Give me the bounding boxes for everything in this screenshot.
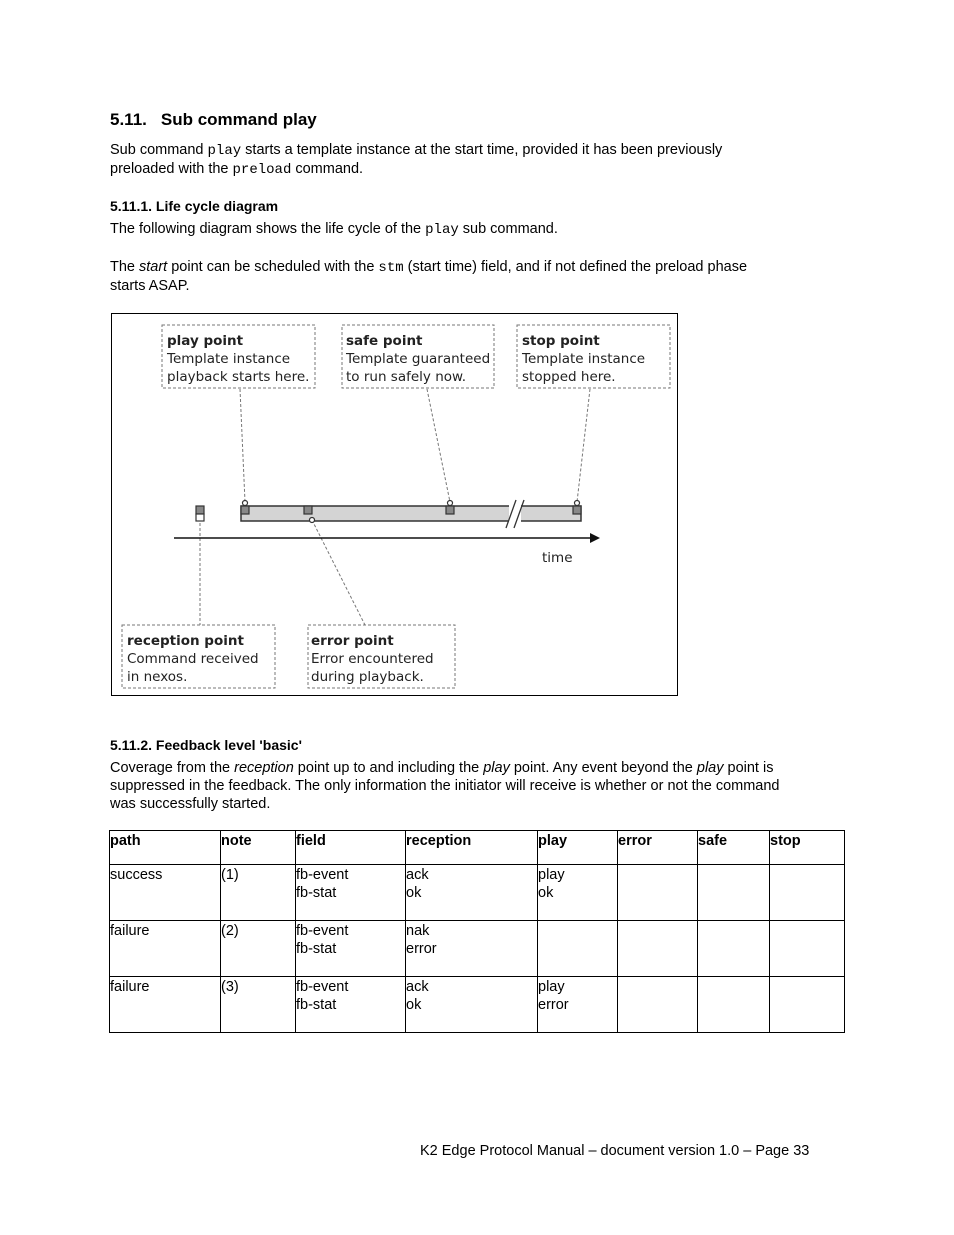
lifecycle-text: starts ASAP. xyxy=(110,278,190,294)
safe-marker-dot xyxy=(448,501,453,506)
header-note: note xyxy=(221,831,296,865)
reception-point-line1: Command received xyxy=(127,651,259,667)
time-axis-label: time xyxy=(542,550,573,566)
error-point-line1: Error encountered xyxy=(311,651,434,667)
play-point-line1: Template instance xyxy=(167,351,291,367)
lifecycle-paragraph-2 xyxy=(110,258,747,295)
emphasis-reception: reception xyxy=(234,760,294,776)
cell-note: (1) xyxy=(221,865,296,921)
play-line: play xyxy=(538,867,565,883)
section-title: Sub command play xyxy=(160,110,317,129)
table-row xyxy=(110,865,845,921)
play-point-title: play point xyxy=(167,333,244,349)
lifecycle-text: sub command. xyxy=(458,221,558,237)
emphasis-play: play xyxy=(483,760,510,776)
safe-point-line1: Template guaranteed xyxy=(346,351,491,367)
cell-note: (3) xyxy=(221,977,296,1033)
header-play: play xyxy=(538,831,618,865)
cell-path: failure xyxy=(110,977,221,1033)
stop-marker-dot xyxy=(575,501,580,506)
feedback-text: point up to and including the xyxy=(293,760,484,776)
emphasis-start: start xyxy=(139,259,168,275)
cell-path: failure xyxy=(110,921,221,977)
stop-point-line1: Template instance xyxy=(522,351,646,367)
play-marker xyxy=(241,506,249,514)
reception-line: ok xyxy=(406,997,422,1013)
intro-text: preloaded with the xyxy=(110,161,233,177)
code-play: play xyxy=(425,222,459,238)
cell-safe xyxy=(698,921,770,977)
play-line: ok xyxy=(538,885,554,901)
field-line: fb-stat xyxy=(296,941,337,957)
reception-point-line2: in nexos. xyxy=(127,669,188,685)
feedback-text: suppressed in the feedback. The only information the initiator will receive is whether or not the command xyxy=(110,778,780,794)
table-row xyxy=(110,921,845,977)
play-leader-line xyxy=(240,389,245,502)
lifecycle-text: The xyxy=(110,259,140,275)
table-row xyxy=(110,977,845,1033)
safe-leader-line xyxy=(427,389,450,502)
field-line: fb-stat xyxy=(296,997,337,1013)
cell-play xyxy=(538,865,618,921)
error-marker-dot xyxy=(310,518,315,523)
cell-play xyxy=(538,977,618,1033)
error-leader-line xyxy=(312,520,365,625)
error-point-title: error point xyxy=(311,633,394,649)
cell-reception xyxy=(406,977,538,1033)
reception-line: nak xyxy=(406,923,430,939)
cell-reception xyxy=(406,921,538,977)
cell-error xyxy=(618,865,698,921)
stop-marker xyxy=(573,506,581,514)
lifecycle-diagram xyxy=(111,313,678,696)
section-heading xyxy=(110,110,317,130)
emphasis-play: play xyxy=(696,760,724,776)
section-number: 5.11. xyxy=(110,110,147,129)
playback-bar xyxy=(241,506,581,521)
header-safe: safe xyxy=(698,831,770,865)
intro-paragraph xyxy=(110,141,722,179)
feedback-text: point is xyxy=(723,760,774,776)
safe-point-title: safe point xyxy=(346,333,423,349)
cell-note: (2) xyxy=(221,921,296,977)
header-field: field xyxy=(296,831,406,865)
stop-point-line2: stopped here. xyxy=(522,369,616,385)
feedback-table xyxy=(109,830,845,1033)
reception-line: ack xyxy=(406,979,429,995)
code-play: play xyxy=(207,143,242,159)
reception-marker-lower xyxy=(196,514,204,521)
safe-point-line2: to run safely now. xyxy=(346,369,467,385)
intro-text: Sub command xyxy=(110,142,208,158)
cell-safe xyxy=(698,977,770,1033)
cell-path: success xyxy=(110,865,221,921)
reception-line: ack xyxy=(406,867,429,883)
error-point-line2: during playback. xyxy=(311,669,424,685)
page-footer: K2 Edge Protocol Manual – document version 1.0 – Page 33 xyxy=(420,1143,810,1159)
lifecycle-text: point can be scheduled with the xyxy=(167,259,379,275)
lifecycle-paragraph-1 xyxy=(110,220,558,239)
cell-stop xyxy=(770,977,845,1033)
intro-text: starts a template instance at the start time, provided it has been previously xyxy=(241,142,723,158)
cell-field xyxy=(296,977,406,1033)
field-line: fb-event xyxy=(296,867,349,883)
lifecycle-text: (start time) field, and if not defined the preload phase xyxy=(403,259,748,275)
cell-field xyxy=(296,921,406,977)
feedback-text: Coverage from the xyxy=(110,760,235,776)
play-point-line2: playback starts here. xyxy=(167,369,310,385)
field-line: fb-event xyxy=(296,923,349,939)
feedback-heading: 5.11.2. Feedback level 'basic' xyxy=(110,737,302,753)
feedback-text: point. Any event beyond the xyxy=(509,760,697,776)
reception-line: ok xyxy=(406,885,422,901)
feedback-paragraph xyxy=(110,759,780,813)
cell-reception xyxy=(406,865,538,921)
header-path: path xyxy=(110,831,221,865)
field-line: fb-stat xyxy=(296,885,337,901)
lifecycle-text: The following diagram shows the life cycle of the xyxy=(110,221,426,237)
feedback-text: was successfully started. xyxy=(110,796,271,812)
safe-marker xyxy=(446,506,454,514)
reception-marker xyxy=(196,506,204,514)
code-preload: preload xyxy=(232,162,292,178)
time-axis-arrowhead xyxy=(590,533,600,543)
intro-text: command. xyxy=(291,161,364,177)
cell-stop xyxy=(770,865,845,921)
table-header-row xyxy=(110,831,845,865)
error-marker xyxy=(304,506,312,514)
cell-error xyxy=(618,977,698,1033)
code-stm: stm xyxy=(378,260,404,276)
play-marker-dot xyxy=(243,501,248,506)
cell-play xyxy=(538,921,618,977)
cell-field xyxy=(296,865,406,921)
field-line: fb-event xyxy=(296,979,349,995)
cell-safe xyxy=(698,865,770,921)
lifecycle-heading: 5.11.1. Life cycle diagram xyxy=(110,198,279,214)
header-error: error xyxy=(618,831,698,865)
reception-line: error xyxy=(406,941,437,957)
cell-error xyxy=(618,921,698,977)
stop-point-title: stop point xyxy=(522,333,600,349)
stop-leader-line xyxy=(577,389,590,502)
reception-point-title: reception point xyxy=(127,633,244,649)
play-line: error xyxy=(538,997,569,1013)
header-stop: stop xyxy=(770,831,845,865)
header-reception: reception xyxy=(406,831,538,865)
cell-stop xyxy=(770,921,845,977)
play-line: play xyxy=(538,979,565,995)
